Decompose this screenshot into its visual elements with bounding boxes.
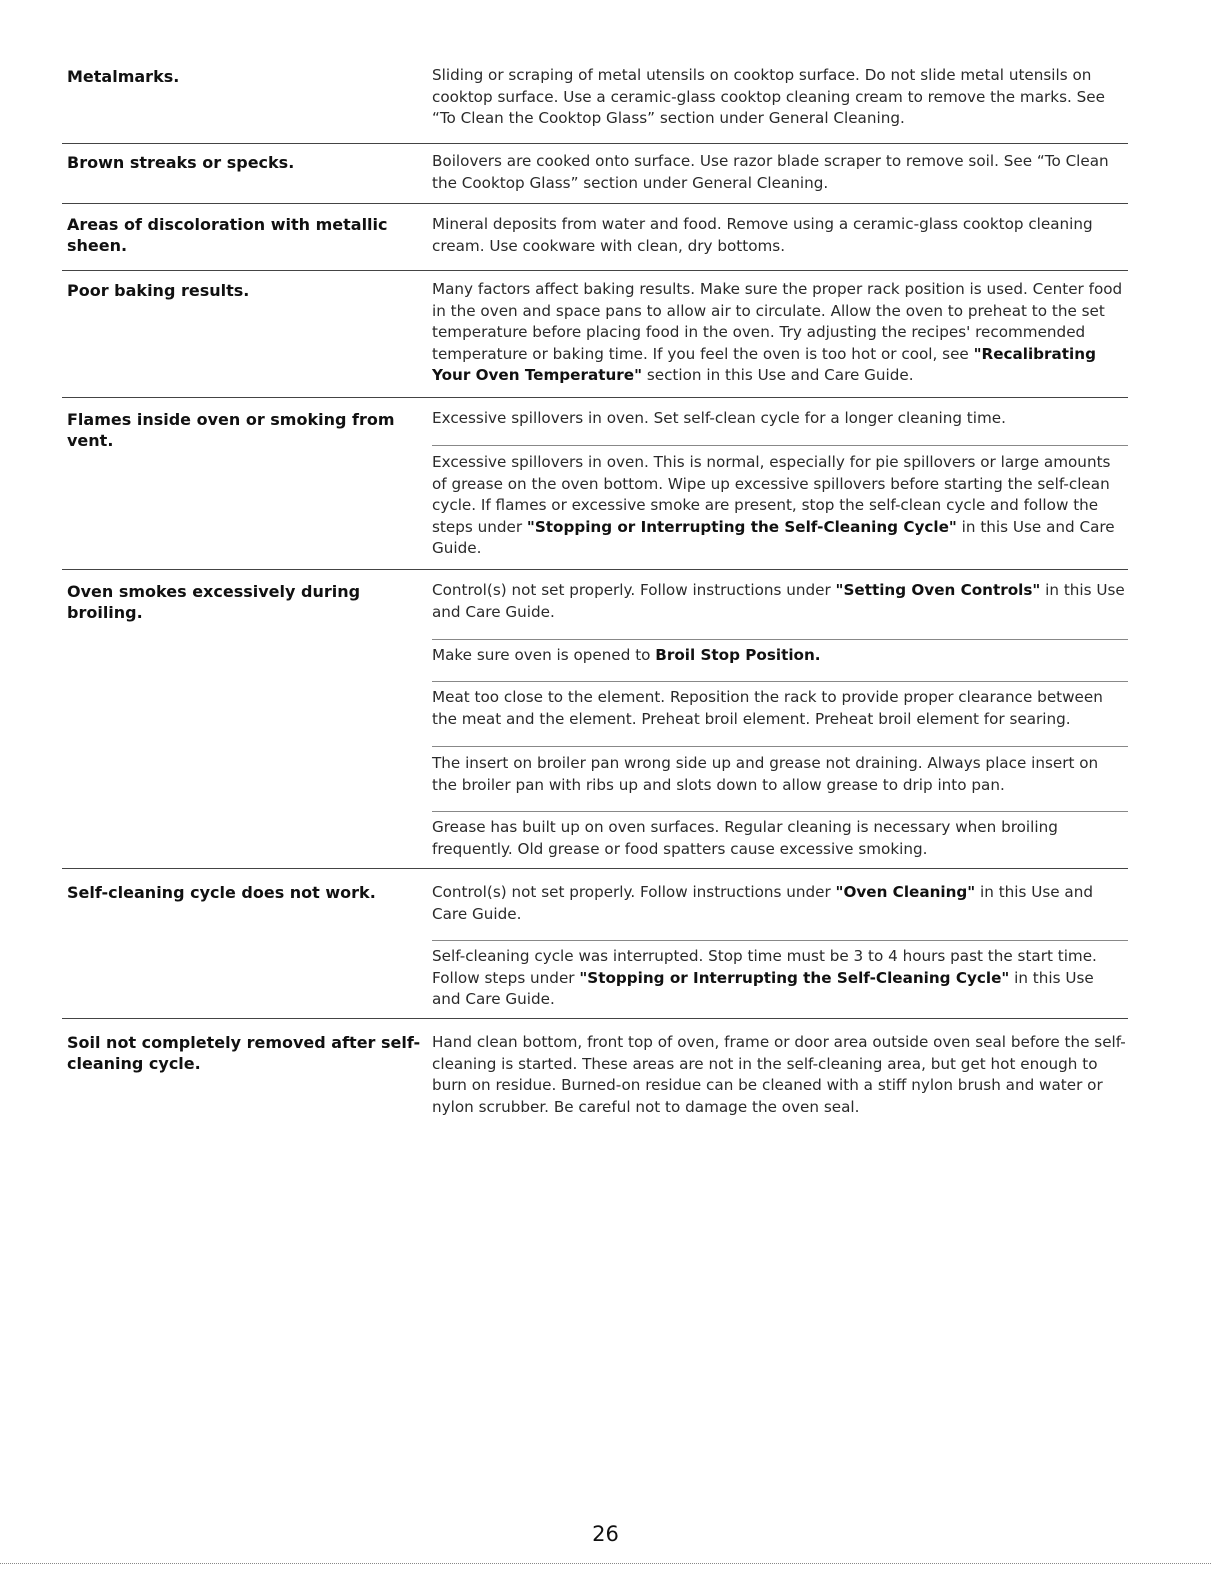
cause-divider <box>432 445 1128 446</box>
cause-text: Many factors affect baking results. Make sure the proper rack position is used. Center food in the oven and space pans to allow air to circulate. Allow the oven to preheat to the set temperature before placing food in the oven. Try adjusting the recipes' recommended temperature or baking time. If you feel the oven is too hot or cool, see "Recalibrating Your Oven Temperature" section in this Use and Care Guide. <box>432 280 1123 384</box>
row-divider <box>62 203 1128 204</box>
row-divider <box>62 1018 1128 1019</box>
cause-text: Meat too close to the element. Reposition the rack to provide proper clearance between the meat and the element. Preheat broil element. Preheat broil element for searing. <box>432 688 1103 728</box>
problem-broil-smoke: Oven smokes excessively during broiling. <box>67 582 361 622</box>
cause-text: Control(s) not set properly. Follow instructions under "Setting Oven Controls" in this Use and Care Guide. <box>432 581 1125 621</box>
row-divider <box>62 270 1128 271</box>
problem-soil-remains: Soil not completely removed after self-cleaning cycle. <box>67 1033 421 1073</box>
problem-flames: Flames inside oven or smoking from vent. <box>67 410 395 450</box>
cause-divider <box>432 940 1128 941</box>
cause-divider <box>432 639 1128 640</box>
cause-text: Mineral deposits from water and food. Remove using a ceramic-glass cooktop cleaning cream. Use cookware with clean, dry bottoms. <box>432 215 1093 255</box>
cause-divider <box>432 811 1128 812</box>
problem-brown-streaks: Brown streaks or specks. <box>67 153 295 172</box>
page-number: 26 <box>592 1522 619 1546</box>
cause-text: Hand clean bottom, front top of oven, frame or door area outside oven seal before the self-cleaning is started. These areas are not in the self-cleaning area, but get hot enough to burn on residue. Burned-on residue can be cleaned with a stiff nylon brush and water or nylon scrubber. Be careful not to damage the oven seal. <box>432 1033 1126 1116</box>
cause-text: Grease has built up on oven surfaces. Regular cleaning is necessary when broiling frequently. Old grease or food spatters cause excessive smoking. <box>432 818 1058 858</box>
problem-self-clean-fail: Self-cleaning cycle does not work. <box>67 883 376 902</box>
problem-poor-baking: Poor baking results. <box>67 281 250 300</box>
cause-text: Sliding or scraping of metal utensils on cooktop surface. Do not slide metal utensils on cooktop surface. Use a ceramic-glass cooktop cleaning cream to remove the marks. See “To Clean the Cooktop Glass” section under General Cleaning. <box>432 66 1105 127</box>
cause-text: Make sure oven is opened to Broil Stop Position. <box>432 646 821 664</box>
reference-bold: "Setting Oven Controls" <box>835 581 1041 599</box>
cause-text: Excessive spillovers in oven. This is normal, especially for pie spillovers or large amounts of grease on the oven bottom. Wipe up excessive spillovers before starting the self-clean cycle. If flames or excessive smoke are present, stop the self-clean cycle and follow the steps under "Stopping or Interrupting the Self-Cleaning Cycle" in this Use and Care Guide. <box>432 453 1115 557</box>
problem-metalmarks: Metalmarks. <box>67 67 180 86</box>
reference-bold: "Stopping or Interrupting the Self-Cleaning Cycle" <box>579 968 1010 987</box>
row-divider <box>62 397 1128 398</box>
problem-discoloration: Areas of discoloration with metallic sheen. <box>67 215 388 255</box>
cause-text: Excessive spillovers in oven. Set self-clean cycle for a longer cleaning time. <box>432 409 1006 427</box>
cause-text: The insert on broiler pan wrong side up and grease not draining. Always place insert on the broiler pan with ribs up and slots down to allow grease to drip into pan. <box>432 754 1099 794</box>
cause-divider <box>432 746 1128 747</box>
cause-text: Boilovers are cooked onto surface. Use razor blade scraper to remove soil. See “To Clean the Cooktop Glass” section under General Cleaning. <box>432 152 1109 192</box>
reference-bold: "Recalibrating Your Oven Temperature" <box>432 344 1096 384</box>
row-divider <box>62 868 1128 869</box>
reference-bold: "Oven Cleaning" <box>835 883 976 901</box>
cause-divider <box>432 681 1128 682</box>
cause-text: Control(s) not set properly. Follow instructions under "Oven Cleaning" in this Use and Care Guide. <box>432 883 1094 923</box>
reference-bold: "Stopping or Interrupting the Self-Cleaning Cycle" <box>526 517 957 536</box>
row-divider <box>62 143 1128 144</box>
row-divider <box>62 569 1128 570</box>
cause-text: Self-cleaning cycle was interrupted. Stop time must be 3 to 4 hours past the start time. Follow steps under "Stopping or Interrupting the Self-Cleaning Cycle" in this Use and Care Guide. <box>432 947 1097 1008</box>
reference-bold: Broil Stop Position. <box>655 646 821 664</box>
scan-edge <box>0 1563 1211 1564</box>
